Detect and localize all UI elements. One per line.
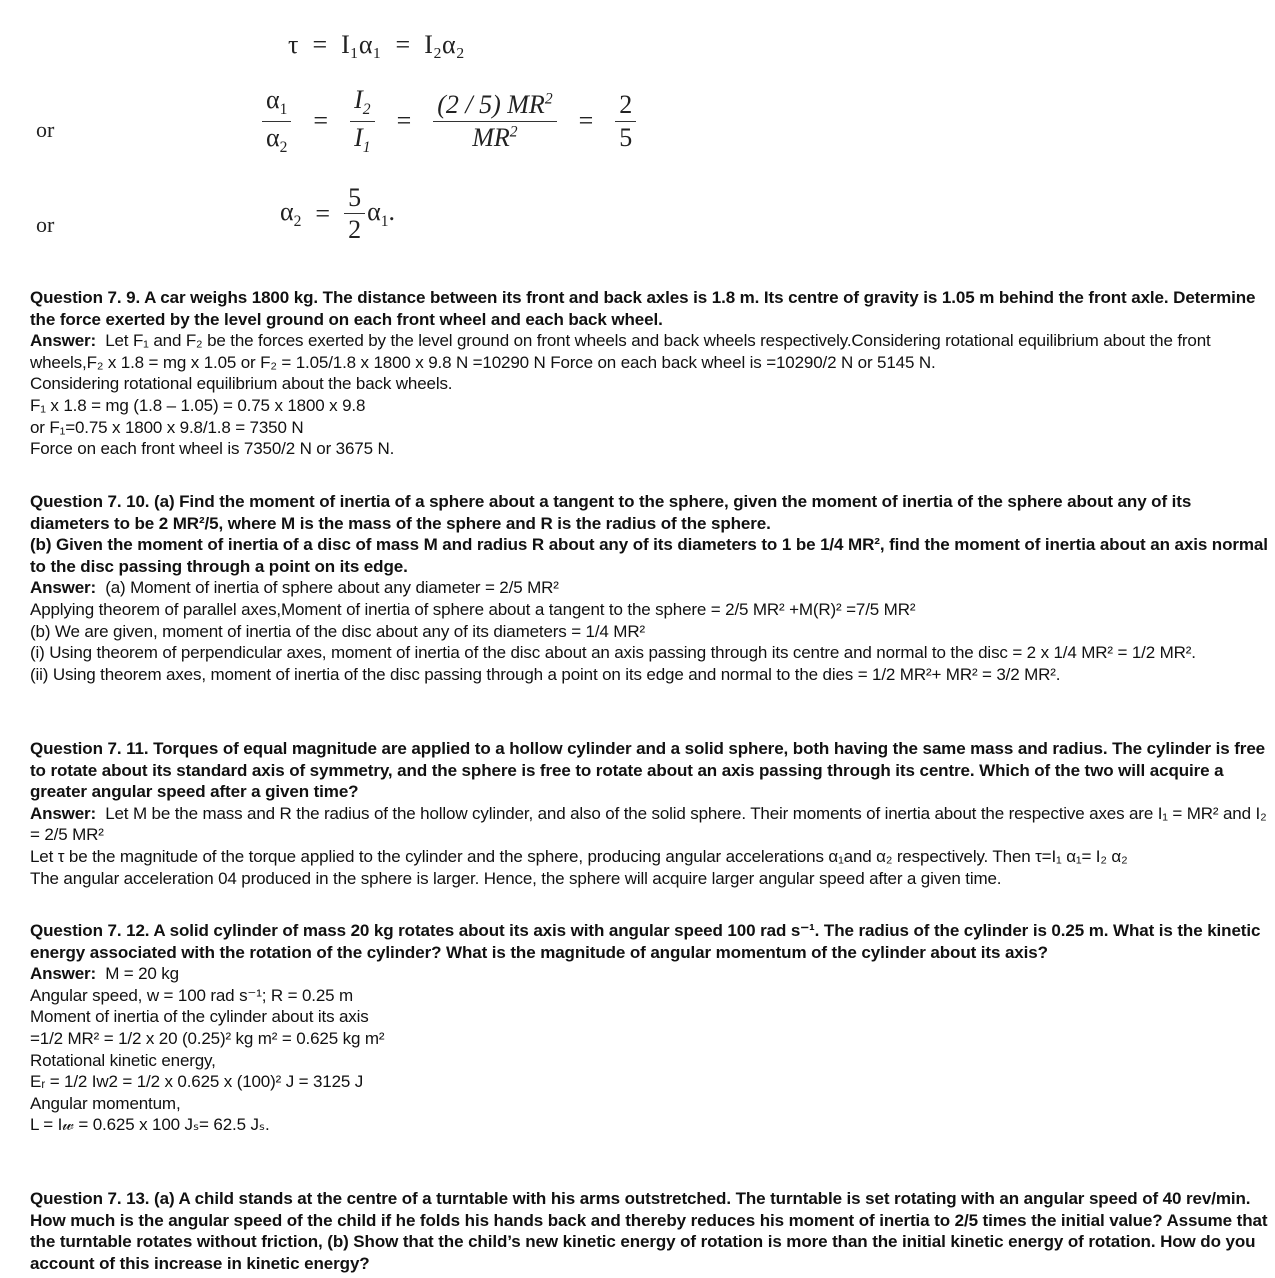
f2-den-sub: 1 (362, 138, 371, 156)
question-text: Question 7. 13. (a) A child stands at the centre of a turntable with his arms outstretched. The turntable is set rotating with an angular speed of 40 rev/min. How much is the angular speed of the child if he folds his hands back and thereby reduces his moment of inertia to 2/5 times the initial value? Assume that the turntable rotates without friction, (b) Show that the child’s new kinetic energy of rotation is more than the initial kinetic energy of rotation. How do you account of this increase in kinetic energy? (30, 1189, 1268, 1273)
question-text-b: (b) Given the moment of inertia of a disc of mass M and radius R about any of its diameters to 1 be 1/4 MR², find the moment of inertia about an axis normal to the disc passing through a point on its edge. (30, 535, 1268, 576)
eq1-lhs: τ (288, 30, 299, 59)
equation-alpha2 (280, 184, 395, 244)
equals-sign: = (395, 30, 411, 59)
answer-text: M = 20 kg (105, 964, 179, 984)
f2-den: I (354, 122, 363, 152)
answer-line (30, 577, 1275, 599)
equals-sign: = (578, 106, 594, 136)
answer-text: (a) Moment of inertia of sphere about any diameter = 2/5 MR² (105, 578, 559, 598)
answer-line (30, 803, 1275, 846)
equals-sign: = (313, 106, 329, 136)
answer-line: L = I𝓌 = 0.625 x 100 Jₛ= 62.5 Jₛ. (30, 1115, 270, 1135)
answer-line: Angular momentum, (30, 1093, 181, 1113)
answer-line: =1/2 MR² = 1/2 x 20 (0.25)² kg m² = 0.625 kg m² (30, 1028, 385, 1048)
eq3-frac-den: 2 (348, 215, 362, 245)
equation-ratio (254, 86, 644, 156)
answer-line: Rotational kinetic energy, (30, 1050, 216, 1070)
answer-line: The angular acceleration 04 produced in the sphere is larger. Hence, the sphere will acquire larger angular speed after a given time. (30, 868, 1002, 888)
answer-label: Answer: (30, 331, 97, 351)
equals-sign: = (315, 198, 331, 228)
question-text: Question 7. 10. (a) Find the moment of inertia of a sphere about a tangent to the sphere, given the moment of inertia of the sphere about any of its diameters to be 2 MR²/5, where M is the mass of the sphere and R is the radius of the sphere. (30, 492, 1192, 533)
question-text: Question 7. 11. Torques of equal magnitude are applied to a hollow cylinder and a solid sphere, both having the same mass and radius. The cylinder is free to rotate about its standard axis of symmetry, and the sphere is free to rotate about an axis passing through its centre. Which of the two will acquire a greater angular speed after a given time? (30, 739, 1266, 802)
answer-text: Let M be the mass and R the radius of the hollow cylinder, and also of the solid sphere. Their moments of inertia about the respective axes are I₁ = MR² and I₂ = 2/5 MR² (30, 803, 1267, 845)
answer-line: (i) Using theorem of perpendicular axes, moment of inertia of the disc about an axis passing through its centre and normal to the disc = 2 x 1/4 MR² = 1/2 MR². (30, 643, 1196, 663)
f3-den-sup: 2 (509, 122, 518, 140)
answer-line (30, 330, 1275, 373)
eq3-tail: . (388, 196, 396, 226)
answer-line: Considering rotational equilibrium about the back wheels. (30, 374, 453, 394)
eq3-frac-num: 5 (344, 184, 365, 214)
f2-num-sub: 2 (362, 101, 371, 119)
answer-line: or F₁=0.75 x 1800 x 9.8/1.8 = 7350 N (30, 417, 304, 437)
f1-den: α (266, 122, 280, 152)
f1-den-sub: 2 (279, 138, 288, 156)
f2-num: I (354, 85, 363, 114)
answer-line: Let τ be the magnitude of the torque applied to the cylinder and the sphere, producing angular accelerations α₁and α₂ respectively. Then τ=I₁ α₁= I₂ α₂ (30, 846, 1128, 866)
f3-num: (2 / 5) MR (437, 90, 545, 120)
fraction-two-fifths (615, 91, 636, 151)
question-block-7-13 (30, 1188, 1275, 1274)
or-label: or (36, 117, 55, 142)
answer-line: Angular speed, w = 100 rad s⁻¹; R = 0.25 m (30, 985, 354, 1005)
answer-line (30, 963, 1275, 985)
f4-num: 2 (615, 91, 636, 121)
question-block-7-9 (30, 287, 1275, 460)
question-block-7-12 (30, 920, 1275, 1136)
eq1-mid: I₁α₁ (341, 30, 382, 59)
fraction-alpha-ratio (262, 86, 291, 156)
answer-text: Let F₁ and F₂ be the forces exerted by the level ground on front wheels and back wheels respectively.Considering rotational equilibrium about the front wheels,F₂ x 1.8 = mg x 1.05 or F₂ = 1.05/1.8 x 1800 x 9.8 N =10290 N Force on each back wheel is =10290/2 N or 5145 N. (30, 331, 1211, 372)
equals-sign: = (396, 106, 412, 136)
answer-label: Answer: (30, 578, 97, 598)
answer-line: Force on each front wheel is 7350/2 N or 3675 N. (30, 439, 395, 459)
eq3-rhs: α (367, 196, 381, 226)
fraction-inertia-ratio (350, 86, 374, 156)
question-block-7-10 (30, 491, 1275, 685)
or-label: or (36, 212, 55, 237)
question-text: Question 7. 12. A solid cylinder of mass 20 kg rotates about its axis with angular speed 100 rad s⁻¹. The radius of the cylinder is 0.25 m. What is the kinetic energy associated with the rotation of the cylinder? What is the magnitude of angular momentum of the cylinder about its axis? (30, 921, 1261, 962)
f1-num: α (266, 85, 280, 114)
answer-line: Eᵣ = 1/2 Iw2 = 1/2 x 0.625 x (100)² J = 3125 J (30, 1072, 364, 1092)
answer-line: (b) We are given, moment of inertia of the disc about any of its diameters = 1/4 MR² (30, 621, 645, 641)
answer-label: Answer: (30, 803, 97, 823)
eq3-rhs-sub: 1 (380, 212, 389, 230)
equals-sign: = (312, 30, 328, 59)
answer-line: F₁ x 1.8 = mg (1.8 – 1.05) = 0.75 x 1800 x 9.8 (30, 395, 366, 415)
fraction-mr2 (433, 91, 556, 151)
f3-num-sup: 2 (544, 90, 553, 108)
f4-den: 5 (619, 122, 633, 152)
answer-line: Moment of inertia of the cylinder about its axis (30, 1007, 369, 1027)
f1-num-sub: 1 (279, 101, 288, 119)
question-block-7-11 (30, 738, 1275, 889)
f3-den: MR (472, 122, 510, 152)
answer-label: Answer: (30, 964, 97, 984)
eq3-lhs: α (280, 196, 294, 226)
question-text: Question 7. 9. A car weighs 1800 kg. The distance between its front and back axles is 1.8 m. Its centre of gravity is 1.05 m behind the front axle. Determine the force exerted by the level ground on each front wheel and each back wheel. (30, 288, 1256, 329)
eq1-rhs: I₂α₂ (424, 30, 465, 59)
fraction-five-halves (344, 184, 365, 244)
answer-line: Applying theorem of parallel axes,Moment of inertia of sphere about a tangent to the sphere = 2/5 MR² +M(R)² =7/5 MR² (30, 599, 916, 619)
eq3-lhs-sub: 2 (293, 212, 302, 230)
answer-line: (ii) Using theorem axes, moment of inertia of the disc passing through a point on its edge and normal to the dies = 1/2 MR²+ MR² = 3/2 MR². (30, 664, 1061, 684)
equation-torque (288, 30, 465, 60)
